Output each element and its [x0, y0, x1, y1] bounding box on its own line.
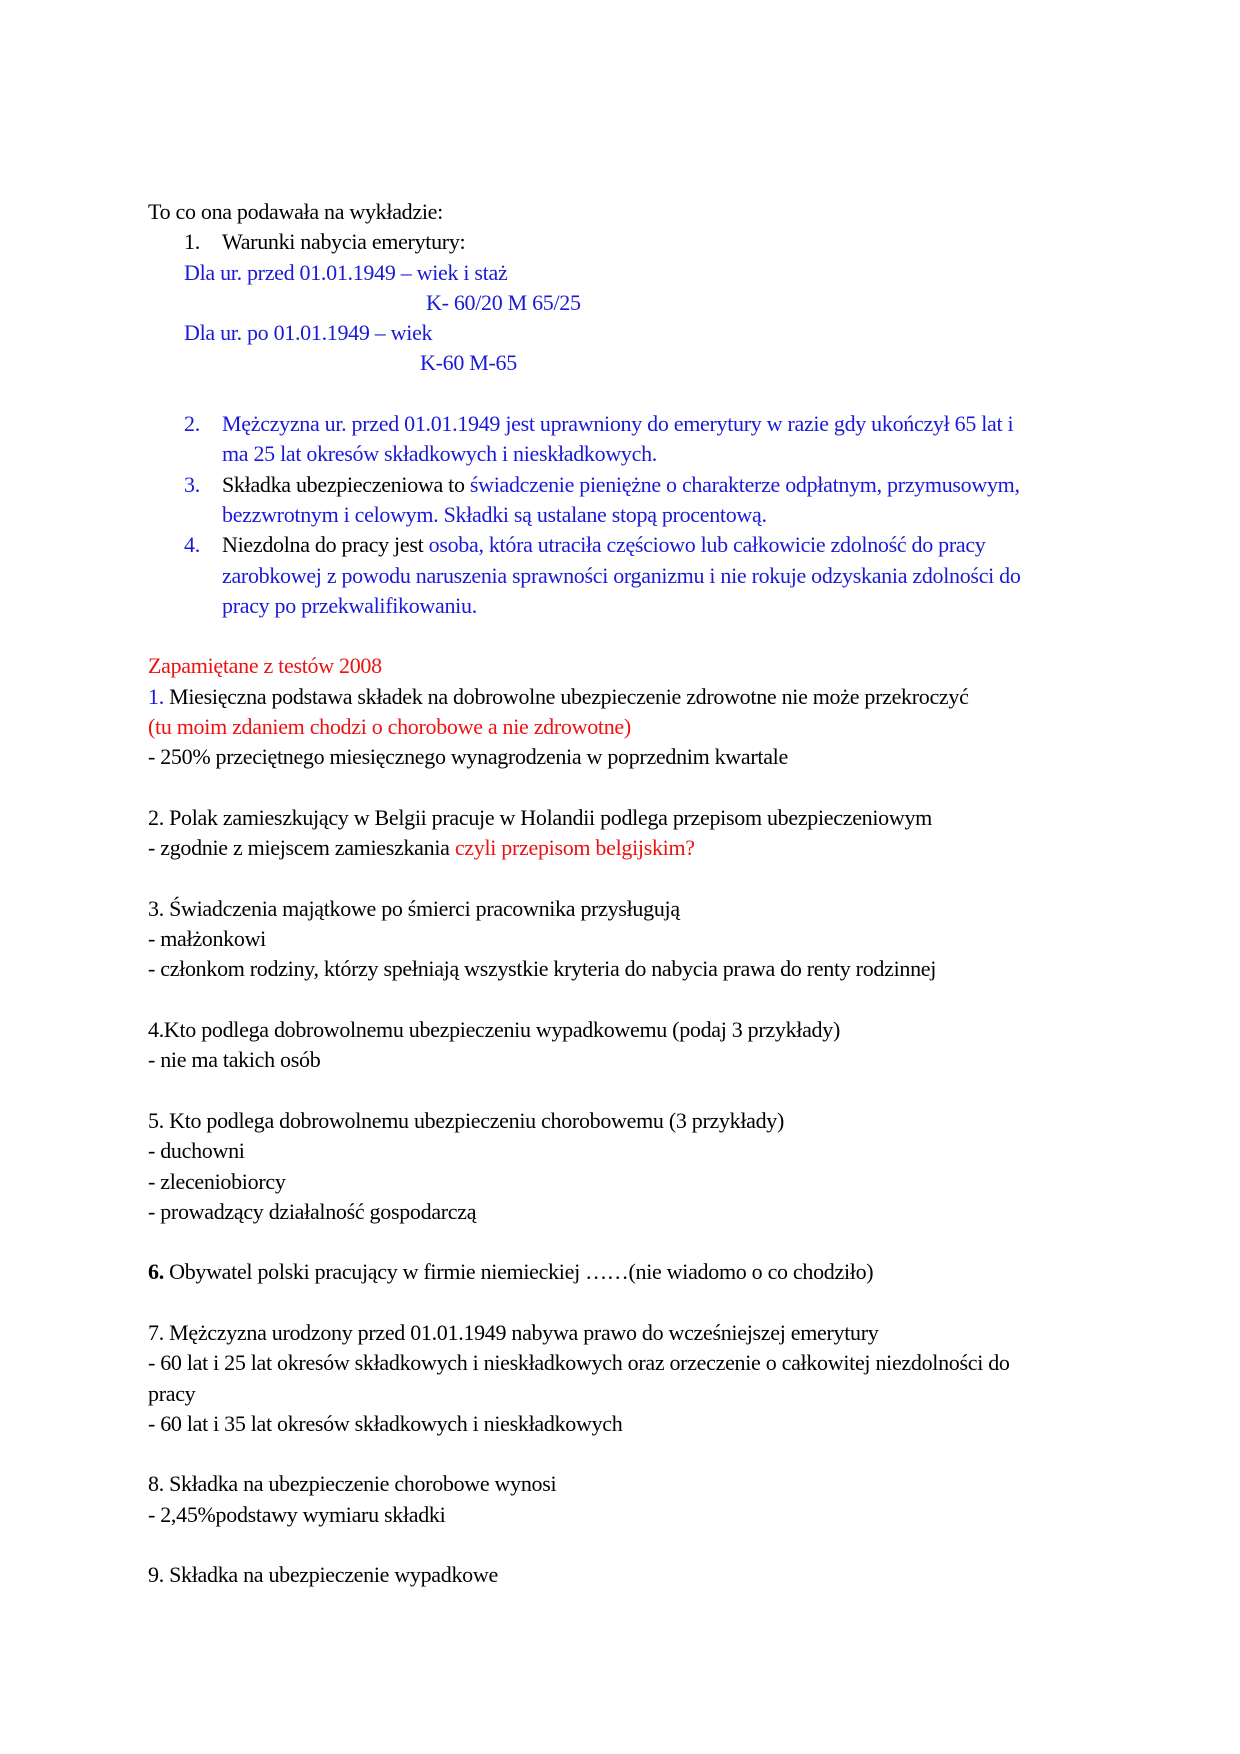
blank-line: [0, 1288, 1240, 1318]
text-line: [0, 1560, 1240, 1590]
text-line: [0, 1136, 1240, 1166]
text-segment: 7. Mężczyzna urodzony przed 01.01.1949 nabywa prawo do wcześniejszej emerytury: [148, 1319, 879, 1345]
text-segment: - 60 lat i 35 lat okresów składkowych i nieskładkowych: [148, 1410, 623, 1436]
text-line: [0, 500, 1240, 530]
text-line: [0, 318, 1240, 348]
text-line: [0, 409, 1240, 439]
text-line: [0, 348, 1240, 378]
text-blue: Dla ur. przed 01.01.1949 – wiek i staż: [184, 259, 508, 285]
text-segment: - prowadzący działalność gospodarczą: [148, 1198, 477, 1224]
text-line: [0, 894, 1240, 924]
text-segment: 3. Świadczenia majątkowe po śmierci pracownika przysługują: [148, 895, 680, 921]
text-blue: ma 25 lat okresów składkowych i nieskładkowych.: [222, 441, 657, 467]
text-line: [0, 1257, 1240, 1287]
text-line: [0, 682, 1240, 712]
list-number: 2.: [184, 411, 200, 437]
text-segment: 8. Składka na ubezpieczenie chorobowe wynosi: [148, 1471, 557, 1497]
text-line: [0, 530, 1240, 560]
text-segment: To co ona podawała na wykładzie:: [148, 199, 443, 224]
text-segment: 2. Polak zamieszkujący w Belgii pracuje w Holandii podlega przepisom ubezpieczeniowym: [148, 804, 932, 830]
text-segment: Niezdolna do pracy jest: [222, 532, 429, 558]
text-line: [0, 651, 1240, 681]
blank-line: [0, 1227, 1240, 1257]
text-line: [0, 1469, 1240, 1499]
text-blue: świadczenie pieniężne o charakterze odpłatnym, przymusowym,: [469, 471, 1020, 497]
text-line: [0, 439, 1240, 469]
text-segment: - duchowni: [148, 1138, 245, 1164]
text-line: [0, 561, 1240, 591]
text-line: [0, 1045, 1240, 1075]
blank-line: [0, 864, 1240, 894]
blank-line: [0, 1076, 1240, 1106]
list-number: 3.: [184, 471, 200, 497]
text-segment: - zgodnie z miejscem zamieszkania: [148, 835, 455, 861]
document-body: [0, 197, 1240, 1591]
text-line: [0, 1379, 1240, 1409]
text-segment: - 250% przeciętnego miesięcznego wynagrodzenia w poprzednim kwartale: [148, 744, 788, 770]
text-blue: 1.: [148, 683, 170, 709]
text-line: [0, 924, 1240, 954]
text-line: [0, 1409, 1240, 1439]
text-segment: 6.: [148, 1259, 170, 1285]
text-line: [0, 1500, 1240, 1530]
text-blue: K- 60/20 M 65/25: [426, 289, 581, 315]
text-line: [0, 833, 1240, 863]
text-blue: pracy po przekwalifikowaniu.: [222, 592, 477, 618]
blank-line: [0, 379, 1240, 409]
blank-line: [0, 621, 1240, 651]
text-line: [0, 1015, 1240, 1045]
text-line: [0, 742, 1240, 772]
text-segment: 5. Kto podlega dobrowolnemu ubezpieczeniu chorobowemu (3 przykłady): [148, 1107, 785, 1133]
text-line: [0, 712, 1240, 742]
text-segment: - 2,45%podstawy wymiaru składki: [148, 1501, 446, 1527]
text-line: [0, 197, 1240, 227]
text-segment: - członkom rodziny, którzy spełniają wszystkie kryteria do nabycia prawa do renty rodzinnej: [148, 956, 937, 982]
text-blue: Dla ur. po 01.01.1949 – wiek: [184, 320, 433, 346]
text-line: [0, 1318, 1240, 1348]
note-text-red: czyli przepisom belgijskim?: [454, 835, 695, 861]
text-line: [0, 591, 1240, 621]
text-line: [0, 803, 1240, 833]
text-segment: - zleceniobiorcy: [148, 1168, 286, 1194]
blank-line: [0, 773, 1240, 803]
text-line: [0, 1197, 1240, 1227]
text-line: [0, 470, 1240, 500]
text-segment: - nie ma takich osób: [148, 1047, 321, 1073]
text-segment: Obywatel polski pracujący w firmie niemieckiej ……(nie wiadomo o co chodziło): [169, 1259, 874, 1285]
text-segment: Składka ubezpieczeniowa to: [222, 471, 470, 497]
text-segment: pracy: [148, 1380, 196, 1406]
text-blue: zarobkowej z powodu naruszenia sprawności organizmu i nie rokuje odzyskania zdolności do: [222, 562, 1021, 588]
list-number: 4.: [184, 532, 200, 558]
list-number: 1.: [184, 229, 200, 255]
note-text-red: (tu moim zdaniem chodzi o chorobowe a nie zdrowotne): [148, 714, 631, 740]
text-blue: Mężczyzna ur. przed 01.01.1949 jest uprawniony do emerytury w razie gdy ukończył 65 lat i: [222, 411, 1014, 437]
text-segment: 9. Składka na ubezpieczenie wypadkowe: [148, 1562, 498, 1588]
blank-line: [0, 1439, 1240, 1469]
text-line: [0, 1106, 1240, 1136]
text-line: [0, 1167, 1240, 1197]
blank-line: [0, 1530, 1240, 1560]
text-line: [0, 1348, 1240, 1378]
text-segment: - małżonkowi: [148, 926, 266, 952]
text-line: [0, 258, 1240, 288]
text-line: [0, 954, 1240, 984]
text-line: [0, 227, 1240, 257]
text-blue: bezzwrotnym i celowym. Składki są ustalane stopą procentową.: [222, 501, 767, 527]
blank-line: [0, 985, 1240, 1015]
note-text-red: Zapamiętane z testów 2008: [148, 653, 382, 679]
text-segment: Warunki nabycia emerytury:: [222, 229, 466, 255]
text-segment: Miesięczna podstawa składek na dobrowolne ubezpieczenie zdrowotne nie może przekroczyć: [169, 683, 969, 709]
text-line: [0, 288, 1240, 318]
text-blue: osoba, która utraciła częściowo lub całkowicie zdolność do pracy: [428, 532, 986, 558]
text-blue: K-60 M-65: [420, 350, 517, 376]
text-segment: 4.Kto podlega dobrowolnemu ubezpieczeniu wypadkowemu (podaj 3 przykłady): [148, 1017, 840, 1043]
text-segment: - 60 lat i 25 lat okresów składkowych i nieskładkowych oraz orzeczenie o całkowitej niezdolności do: [148, 1350, 1010, 1376]
